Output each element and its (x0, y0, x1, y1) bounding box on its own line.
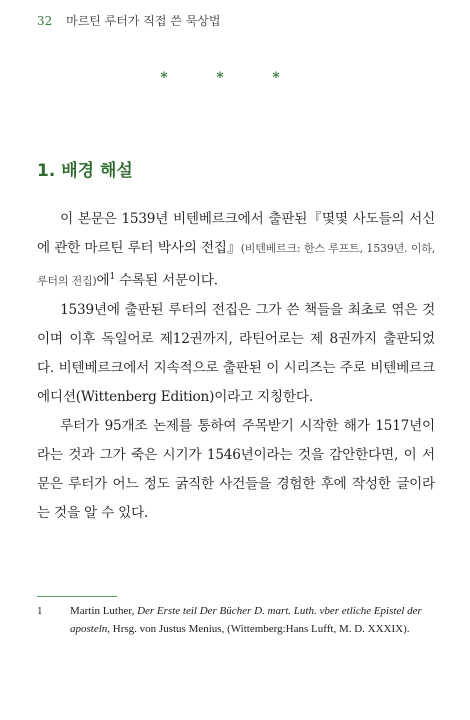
footnote-text (70, 602, 437, 638)
paragraph-1-text: 수록된 서문이다. (115, 272, 218, 289)
citation-note: (비텐베르크: 한스 루프트, 1539년. 이하, 루터의 전집) (37, 242, 436, 288)
footnote-publication: , Hrsg. von Justus Menius, (Wittemberg:Hans Lufft, M. D. XXXIX). (107, 623, 410, 635)
book-title: 마르틴 루터가 직접 쓴 묵상법 (66, 14, 221, 28)
footnote-reference: 1 (109, 272, 115, 282)
section-divider (150, 70, 290, 86)
page-number: 32 (37, 14, 53, 28)
footnote-divider (37, 596, 117, 597)
footnote-number: 1 (37, 605, 43, 617)
paragraph-3: 루터가 95개조 논제를 통하여 주목받기 시작한 해가 1517년이라는 것과 그가 죽은 시기가 1546년이라는 것을 감안한다면, 이 서문은 루터가 어느 정도 굵직한 사건들을 경험한 후에 작성한 글이라는 것을 알 수 있다. (37, 417, 435, 521)
running-header (37, 12, 220, 29)
paragraph-2: 1539년에 출판된 루터의 전집은 그가 쓴 책들을 최초로 엮은 것이며 이후 독일어로 제12권까지, 라틴어로는 제 8권까지 출판되었다. 비텐베르크에서 지속적으로 출판된 이 시리즈는 주로 비텐베르크 에디션(Wittenberg Edition)이라고 지칭한다. (37, 301, 435, 405)
paragraph-1-text: 에 (96, 272, 110, 289)
paragraph-1-text: 이 본문은 1539년 비텐베르크에서 출판된『몇몇 사도들의 서신에 관한 마르틴 루터 박사의 전집』 (37, 211, 435, 256)
footnote (37, 602, 437, 638)
section-title: 1. 배경 해설 (37, 161, 133, 181)
divider-star: * (160, 70, 168, 86)
footnote-work-title: Der Erste teil Der Bücher D. mart. Luth. vber etliche Epistel der aposteln (70, 605, 422, 635)
body-text (37, 205, 435, 528)
footnote-author: Martin Luther, (70, 605, 138, 617)
divider-star: * (216, 70, 224, 86)
divider-star: * (272, 70, 280, 86)
paragraph-1 (37, 205, 435, 296)
